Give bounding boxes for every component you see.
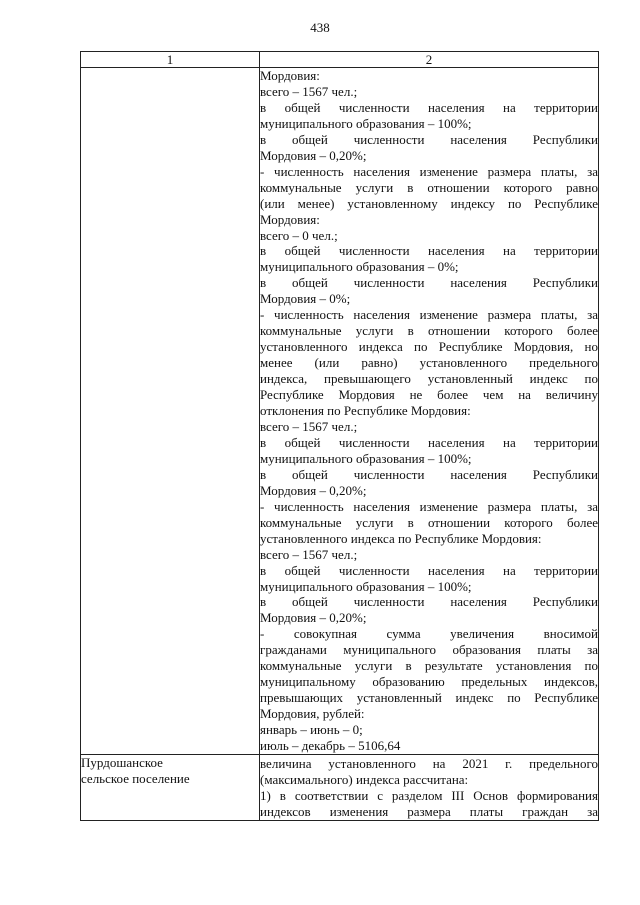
text-line: установленного индекса по Республике Мордовия: bbox=[260, 530, 542, 546]
text-line: коммунальные услуги в отношении которого более bbox=[260, 514, 598, 530]
text-line: январь – июнь – 0; bbox=[260, 722, 363, 738]
text-line: муниципальному образованию предельных индексов, bbox=[260, 674, 598, 690]
text-line: Мордовия, рублей: bbox=[260, 706, 365, 722]
text-line: всего – 1567 чел.; bbox=[260, 83, 358, 99]
text-line: коммунальные услуги в отношении которого более bbox=[260, 323, 598, 339]
text-line: гражданами муниципального образования платы за bbox=[260, 642, 598, 658]
text-line: менее (или равно) установленного предельного bbox=[260, 355, 598, 371]
text-line: июль – декабрь – 5106,64 bbox=[260, 738, 401, 754]
municipality-name-line: сельское поселение bbox=[81, 770, 190, 786]
column-header-1: 1 bbox=[81, 52, 260, 68]
municipality-name-line: Пурдошанское bbox=[81, 754, 163, 770]
text-line: (или менее) установленному индексу по Республике bbox=[260, 195, 598, 211]
text-line: Мордовия – 0,20%; bbox=[260, 482, 367, 498]
text-line: Мордовия: bbox=[260, 211, 320, 227]
text-line: величина установленного на 2021 г. предельного bbox=[260, 755, 598, 771]
text-line: муниципального образования – 100%; bbox=[260, 578, 472, 594]
text-line: - численность населения изменение размера платы, за bbox=[260, 498, 598, 514]
text-line: коммунальные услуги в результате установления по bbox=[260, 658, 598, 674]
text-line: индекса, превышающего установленный индекс по bbox=[260, 371, 598, 387]
table-row bbox=[81, 754, 599, 820]
text-line: в общей численности населения на территории bbox=[260, 99, 598, 115]
text-line: в общей численности населения Республики bbox=[260, 594, 598, 610]
text-line: в общей численности населения Республики bbox=[260, 275, 598, 291]
text-line: Мордовия – 0,20%; bbox=[260, 610, 367, 626]
text-line: Республике Мордовия не более чем на величину bbox=[260, 387, 598, 403]
text-line: в общей численности населения на территории bbox=[260, 434, 598, 450]
text-line: Мордовия: bbox=[260, 68, 320, 83]
column-header-2: 2 bbox=[260, 52, 599, 68]
text-line: - численность населения изменение размера платы, за bbox=[260, 163, 598, 179]
description-cell bbox=[260, 754, 599, 820]
text-line: Мордовия – 0%; bbox=[260, 291, 351, 307]
page-number: 438 bbox=[310, 20, 330, 35]
municipality-cell bbox=[81, 68, 260, 755]
text-line: муниципального образования – 0%; bbox=[260, 259, 459, 275]
municipality-cell bbox=[81, 754, 260, 820]
data-table bbox=[80, 51, 599, 821]
text-line: всего – 0 чел.; bbox=[260, 227, 338, 243]
text-line: - совокупная сумма увеличения вносимой bbox=[260, 626, 598, 642]
text-line: в общей численности населения на территории bbox=[260, 562, 598, 578]
text-line: в общей численности населения Республики bbox=[260, 131, 598, 147]
text-line: в общей численности населения на территории bbox=[260, 243, 598, 259]
text-line: отклонения по Республике Мордовия: bbox=[260, 403, 471, 419]
text-line: муниципального образования – 100%; bbox=[260, 450, 472, 466]
text-line: - численность населения изменение размера платы, за bbox=[260, 307, 598, 323]
text-line: индексов изменения размера платы граждан за bbox=[260, 803, 598, 819]
text-line: всего – 1567 чел.; bbox=[260, 546, 358, 562]
text-line: (максимального) индекса рассчитана: bbox=[260, 771, 469, 787]
text-line: коммунальные услуги в отношении которого равно bbox=[260, 179, 598, 195]
text-line: муниципального образования – 100%; bbox=[260, 115, 472, 131]
text-line: в общей численности населения Республики bbox=[260, 466, 598, 482]
description-cell bbox=[260, 68, 599, 755]
text-line: превышающих установленный индекс по Республике bbox=[260, 690, 598, 706]
text-line: установленного индекса по Республике Мордовия, но bbox=[260, 339, 598, 355]
table-header-row bbox=[81, 52, 599, 68]
text-line: Мордовия – 0,20%; bbox=[260, 147, 367, 163]
text-line: всего – 1567 чел.; bbox=[260, 418, 358, 434]
table-row bbox=[81, 68, 599, 755]
text-line: 1) в соответствии с разделом III Основ формирования bbox=[260, 787, 598, 803]
